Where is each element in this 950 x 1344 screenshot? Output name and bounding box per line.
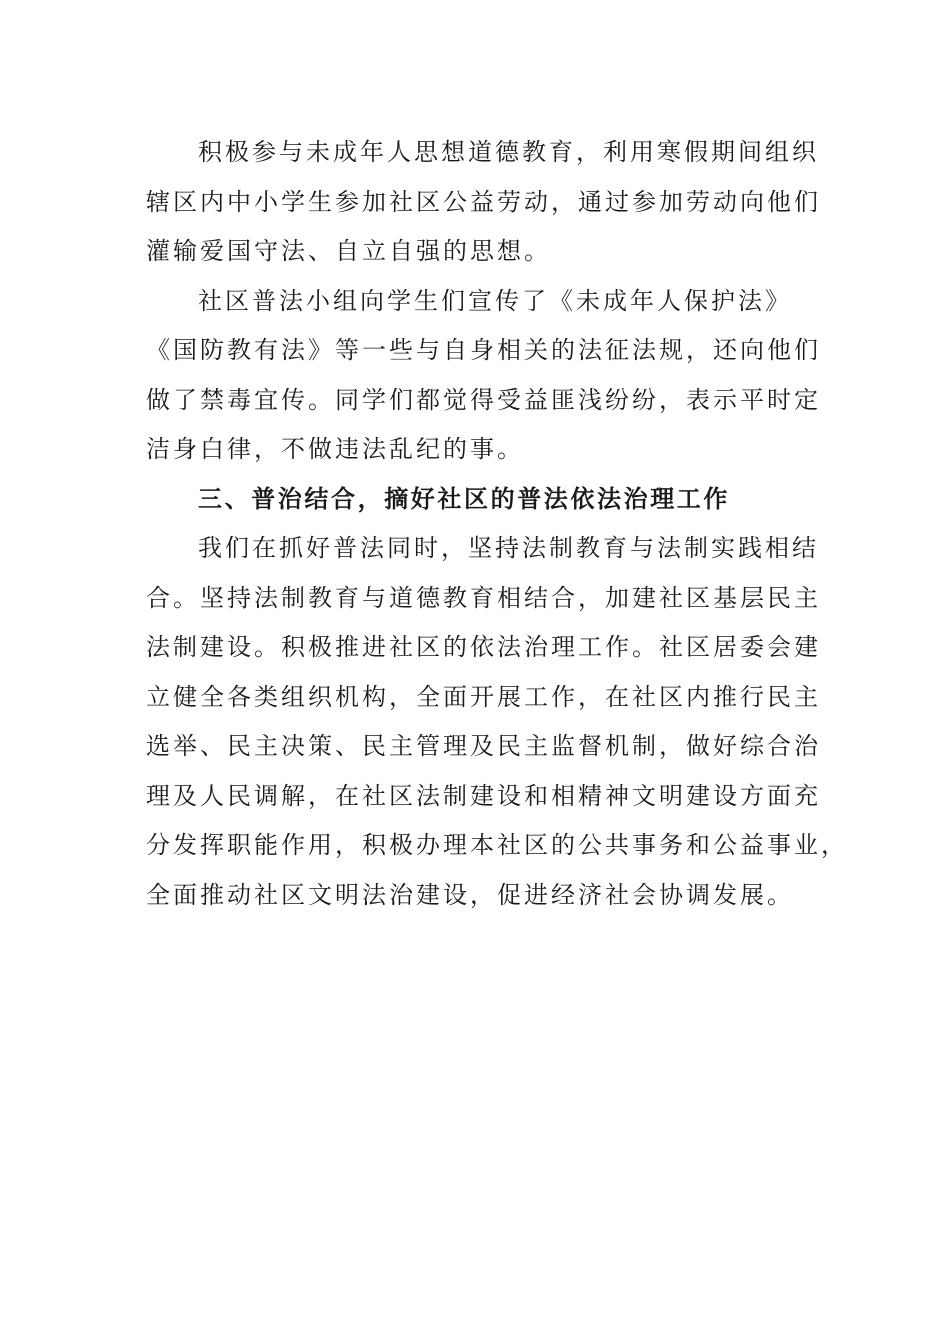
paragraph-line: 全面推动社区文明法治建设，促进经济社会协调发展。 [146,880,794,909]
paragraph-line: 我们在抓好普法同时，坚持法制教育与法制实践相结 [198,534,819,562]
document-body [146,128,848,920]
paragraph-3 [146,524,848,920]
paragraph-line: 洁身白律，不做违法乱纪的事。 [146,435,524,463]
paragraph-line: 做了禁毒宜传。同学们都觉得受益匪浅纷纷，表示平时定 [146,385,821,414]
paragraph-line: 选举、民主决策、民主管理及民主监督机制，做好综合治 [146,732,821,760]
paragraph-line: 辖区内中小学生参加社区公益劳动，通过参加劳动向他们 [146,187,821,216]
paragraph-line: 分发挥职能作用，积极办理本社区的公共事务和公益事业， [146,831,848,859]
paragraph-line: 灌输爱国守法、自立自强的思想。 [146,237,551,265]
paragraph-1 [146,128,821,277]
paragraph-2 [146,277,821,475]
paragraph-line: 理及人民调解，在社区法制建设和相精神文明建设方面充 [146,781,821,810]
paragraph-line: 积极参与未成年人思想道德教育，利用寒假期间组织 [198,138,819,166]
paragraph-line: 立健全各类组织机构，全面开展工作，在社区内推行民主 [146,682,821,711]
section-heading-text: 三、普治结合，摘好社区的普法依法治理工作 [198,484,730,513]
paragraph-line: 法制建设。积极推进社区的依法治理工作。社区居委会建 [146,633,821,661]
paragraph-line: 合。坚持法制教育与道德教育相结合，加建社区基层民主 [146,583,821,612]
paragraph-line: 《国防教有法》等一些与自身相关的法征法规，还向他们 [146,336,821,364]
section-heading [146,475,806,525]
paragraph-line: 社区普法小组向学生们宣传了《未成年人保护法》 [198,286,792,315]
